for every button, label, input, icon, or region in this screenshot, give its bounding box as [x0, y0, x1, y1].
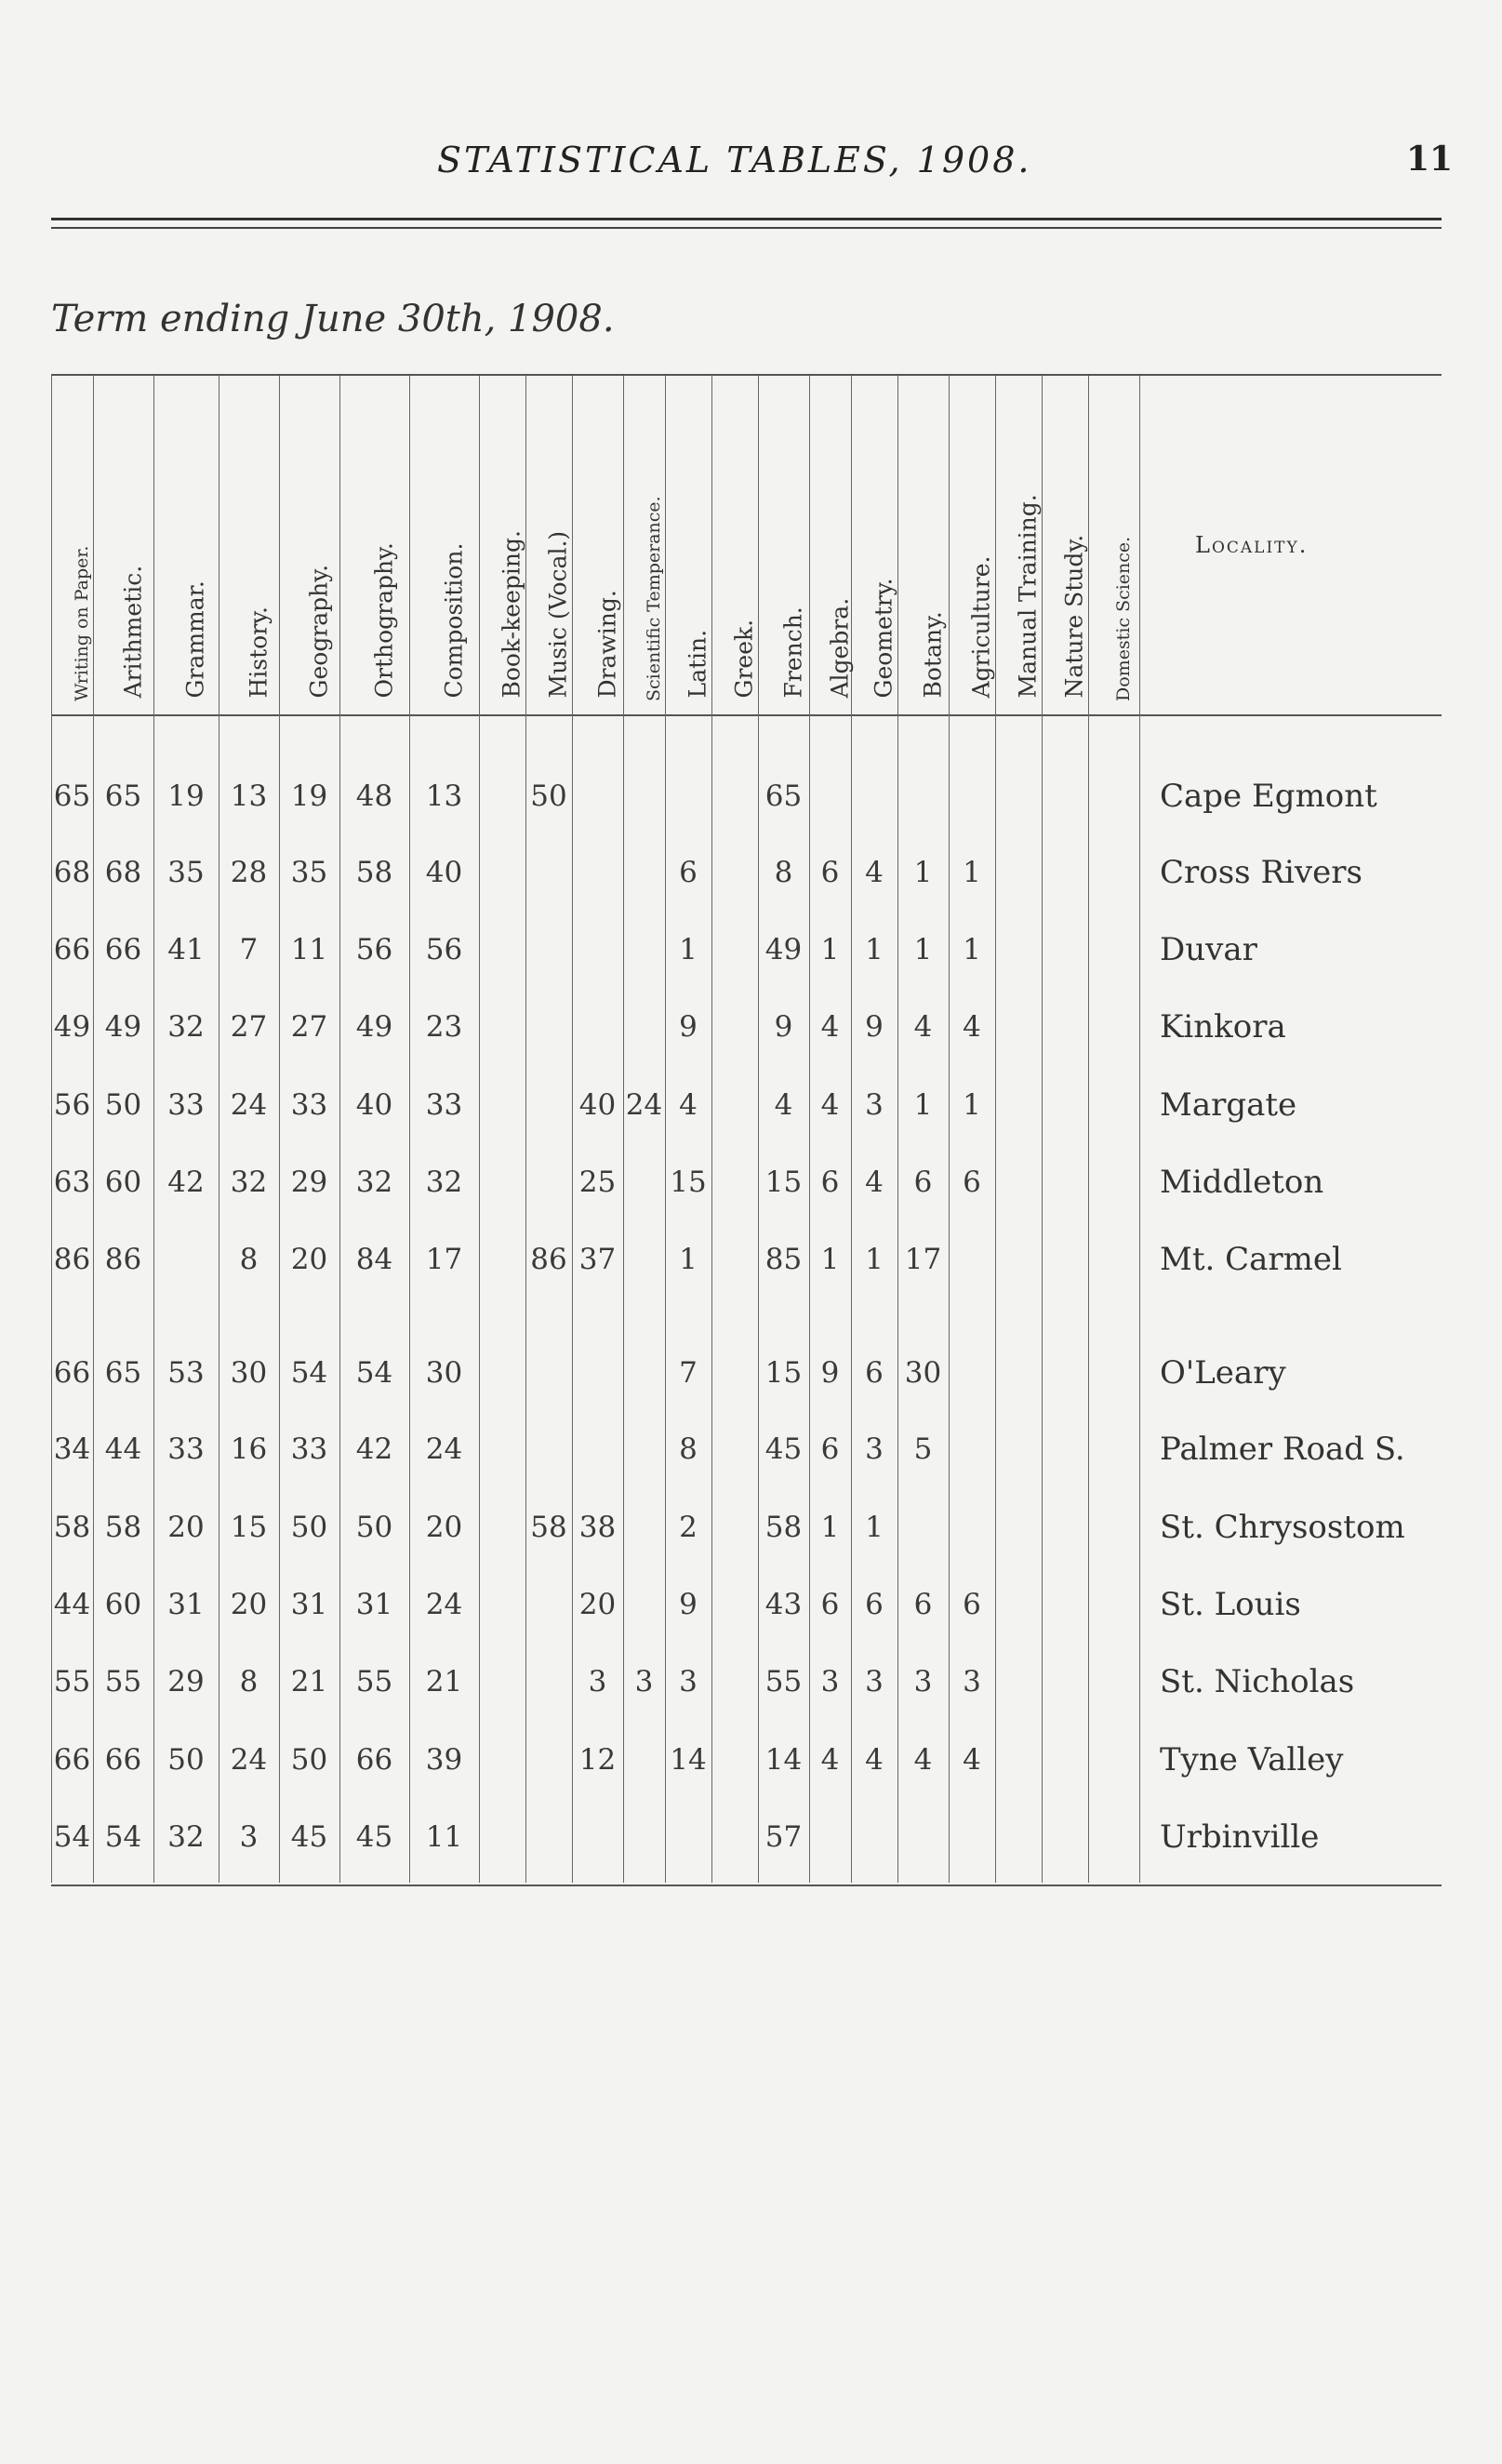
table-cell: 6	[820, 856, 840, 889]
table-cell: 17	[425, 1243, 463, 1276]
table-cell: 58	[530, 1511, 567, 1544]
column-header	[897, 391, 949, 712]
table-cell: 29	[290, 1165, 328, 1199]
locality-name: Cape Egmont	[1160, 778, 1377, 815]
table-cell: 31	[167, 1588, 205, 1621]
table-cell: 6	[963, 1588, 981, 1621]
table-cell: 15	[670, 1165, 707, 1199]
column-header-label: Scientific Temperance.	[643, 496, 664, 701]
table-cell: 49	[355, 1010, 393, 1044]
column-header	[949, 391, 995, 712]
column-header	[153, 391, 219, 712]
column-header-label: Algebra.	[826, 597, 853, 699]
table-cell: 15	[764, 1165, 803, 1199]
column-header	[1042, 391, 1088, 712]
table-cell: 14	[764, 1743, 803, 1777]
table-cell: 66	[355, 1743, 393, 1777]
table-cell: 13	[425, 779, 463, 813]
table-cell: 85	[764, 1243, 803, 1276]
table-cell: 8	[774, 856, 793, 889]
table-cell: 40	[355, 1088, 393, 1122]
table-cell: 1	[963, 933, 981, 966]
table-cell: 45	[764, 1432, 803, 1466]
table-cell: 25	[578, 1165, 617, 1199]
column-header	[1088, 391, 1139, 712]
column-header-label: Drawing.	[593, 590, 620, 699]
table-cell: 9	[820, 1356, 840, 1390]
column-header	[339, 391, 409, 712]
table-cell: 3	[239, 1820, 259, 1854]
page-number: 11	[1406, 140, 1454, 179]
table-cell: 45	[355, 1820, 393, 1854]
table-cell: 66	[104, 933, 142, 966]
table-cell: 1	[865, 1243, 884, 1276]
column-header	[525, 391, 572, 712]
table-cell: 65	[104, 779, 142, 813]
table-cell: 8	[679, 1432, 698, 1466]
table-cell: 27	[290, 1010, 328, 1044]
column-header-label: Botany.	[919, 611, 946, 699]
column-header	[51, 391, 93, 712]
table-cell: 54	[355, 1356, 393, 1390]
table-cell: 6	[820, 1432, 840, 1466]
table-cell: 33	[290, 1432, 328, 1466]
table-cell: 39	[425, 1743, 463, 1777]
table-cell: 66	[53, 1743, 91, 1777]
locality-name: Cross Rivers	[1160, 854, 1362, 891]
table-cell: 15	[764, 1356, 803, 1390]
table-cell: 4	[820, 1088, 840, 1122]
table-cell: 3	[865, 1665, 884, 1698]
table-cell: 1	[963, 1088, 981, 1122]
table-cell: 16	[230, 1432, 268, 1466]
column-header-label: Book-keeping.	[498, 530, 525, 699]
table-cell: 3	[679, 1665, 698, 1698]
table-cell: 84	[355, 1243, 393, 1276]
table-cell: 20	[167, 1511, 205, 1544]
table-cell: 86	[530, 1243, 567, 1276]
table-cell: 1	[820, 933, 840, 966]
locality-name: Palmer Road S.	[1160, 1431, 1405, 1468]
table-cell: 5	[913, 1432, 933, 1466]
table-cell: 4	[865, 1743, 884, 1777]
column-header	[409, 391, 479, 712]
column-header-label: History.	[245, 606, 272, 699]
column-divider	[1139, 376, 1140, 1883]
table-cell: 20	[290, 1243, 328, 1276]
table-cell: 6	[913, 1165, 933, 1199]
table-cell: 1	[679, 1243, 698, 1276]
table-cell: 1	[913, 856, 933, 889]
table-top-rule	[51, 374, 1442, 376]
table-cell: 4	[913, 1010, 933, 1044]
table-cell: 4	[820, 1743, 840, 1777]
column-header-label: Latin.	[684, 629, 711, 699]
table-cell: 11	[425, 1820, 463, 1854]
table-cell: 4	[865, 1165, 884, 1199]
table-cell: 40	[425, 856, 463, 889]
locality-column-header: Locality.	[1195, 532, 1309, 558]
column-header	[851, 391, 897, 712]
table-cell: 20	[578, 1588, 617, 1621]
column-header-label: Grammar.	[181, 580, 209, 699]
column-header-label: Writing on Paper.	[71, 545, 92, 701]
table-cell: 58	[764, 1511, 803, 1544]
column-header-label: Agriculture.	[967, 555, 995, 699]
table-cell: 11	[290, 933, 328, 966]
locality-name: Middleton	[1160, 1164, 1324, 1201]
column-header-label: Arithmetic.	[119, 565, 146, 699]
table-cell: 55	[104, 1665, 142, 1698]
table-cell: 19	[167, 779, 205, 813]
column-header-label: Greek.	[730, 619, 758, 699]
table-cell: 56	[355, 933, 393, 966]
table-cell: 7	[239, 933, 259, 966]
table-cell: 4	[913, 1743, 933, 1777]
table-cell: 4	[774, 1088, 793, 1122]
table-cell: 66	[53, 1356, 91, 1390]
table-cell: 56	[53, 1088, 91, 1122]
table-cell: 8	[239, 1243, 259, 1276]
locality-name: St. Chrysostom	[1160, 1509, 1405, 1546]
table-cell: 6	[679, 856, 698, 889]
page-title: STATISTICAL TABLES, 1908.	[437, 140, 1032, 180]
locality-name: Margate	[1160, 1086, 1297, 1124]
locality-name: Duvar	[1160, 931, 1257, 968]
table-cell: 3	[865, 1432, 884, 1466]
table-cell: 6	[820, 1588, 840, 1621]
table-cell: 53	[167, 1356, 205, 1390]
locality-name: Tyne Valley	[1160, 1741, 1344, 1778]
table-cell: 33	[290, 1088, 328, 1122]
table-cell: 66	[104, 1743, 142, 1777]
table-cell: 29	[167, 1665, 205, 1698]
table-cell: 24	[425, 1432, 463, 1466]
table-cell: 58	[104, 1511, 142, 1544]
column-header-label: Orthography.	[370, 542, 397, 699]
table-cell: 54	[53, 1820, 91, 1854]
table-cell: 33	[167, 1432, 205, 1466]
table-cell: 60	[104, 1588, 142, 1621]
table-cell: 31	[355, 1588, 393, 1621]
locality-name: Kinkora	[1160, 1008, 1286, 1046]
table-cell: 31	[290, 1588, 328, 1621]
table-cell: 38	[578, 1511, 617, 1544]
column-header	[758, 391, 809, 712]
table-cell: 54	[104, 1820, 142, 1854]
table-cell: 3	[588, 1665, 607, 1698]
table-cell: 20	[425, 1511, 463, 1544]
column-header	[809, 391, 851, 712]
table-cell: 4	[679, 1088, 698, 1122]
table-cell: 24	[625, 1088, 663, 1122]
table-cell: 32	[355, 1165, 393, 1199]
table-cell: 32	[167, 1820, 205, 1854]
column-header	[572, 391, 623, 712]
table-cell: 8	[239, 1665, 259, 1698]
table-cell: 3	[963, 1665, 981, 1698]
table-cell: 49	[104, 1010, 142, 1044]
locality-name: O'Leary	[1160, 1354, 1286, 1392]
table-cell: 3	[820, 1665, 840, 1698]
table-cell: 50	[290, 1511, 328, 1544]
table-cell: 58	[53, 1511, 91, 1544]
table-cell: 13	[230, 779, 268, 813]
table-cell: 20	[230, 1588, 268, 1621]
table-cell: 17	[904, 1243, 942, 1276]
table-cell: 68	[104, 856, 142, 889]
table-cell: 32	[167, 1010, 205, 1044]
table-cell: 56	[425, 933, 463, 966]
table-cell: 32	[230, 1165, 268, 1199]
table-cell: 19	[290, 779, 328, 813]
table-cell: 14	[670, 1743, 707, 1777]
table-cell: 4	[820, 1010, 840, 1044]
table-cell: 9	[774, 1010, 793, 1044]
table-cell: 35	[167, 856, 205, 889]
table-cell: 6	[913, 1588, 933, 1621]
table-cell: 57	[764, 1820, 803, 1854]
table-header-rule	[51, 714, 1442, 716]
table-cell: 32	[425, 1165, 463, 1199]
table-cell: 3	[634, 1665, 654, 1698]
column-header-label: Domestic Science.	[1112, 536, 1134, 701]
table-cell: 23	[425, 1010, 463, 1044]
table-cell: 9	[679, 1588, 698, 1621]
table-cell: 55	[53, 1665, 91, 1698]
table-cell: 4	[963, 1010, 981, 1044]
table-cell: 1	[865, 933, 884, 966]
table-cell: 30	[425, 1356, 463, 1390]
table-cell: 86	[53, 1243, 91, 1276]
title-rule	[51, 218, 1442, 229]
table-cell: 65	[104, 1356, 142, 1390]
table-cell: 49	[764, 933, 803, 966]
table-cell: 58	[355, 856, 393, 889]
locality-name: Mt. Carmel	[1160, 1241, 1342, 1278]
table-cell: 4	[963, 1743, 981, 1777]
table-cell: 30	[904, 1356, 942, 1390]
table-cell: 33	[425, 1088, 463, 1122]
table-cell: 1	[865, 1511, 884, 1544]
table-cell: 1	[913, 933, 933, 966]
table-cell: 9	[679, 1010, 698, 1044]
table-cell: 6	[865, 1356, 884, 1390]
table-cell: 66	[53, 933, 91, 966]
table-cell: 6	[820, 1165, 840, 1199]
table-cell: 65	[53, 779, 91, 813]
table-cell: 49	[53, 1010, 91, 1044]
table-cell: 21	[290, 1665, 328, 1698]
table-cell: 1	[820, 1243, 840, 1276]
table-cell: 24	[425, 1588, 463, 1621]
locality-name: Urbinville	[1160, 1818, 1320, 1856]
table-cell: 65	[764, 779, 803, 813]
table-cell: 3	[865, 1088, 884, 1122]
table-cell: 2	[679, 1511, 698, 1544]
table-cell: 34	[53, 1432, 91, 1466]
table-cell: 48	[355, 779, 393, 813]
column-header-label: Composition.	[440, 542, 467, 699]
table-cell: 50	[104, 1088, 142, 1122]
table-cell: 7	[679, 1356, 698, 1390]
table-cell: 1	[820, 1511, 840, 1544]
table-cell: 33	[167, 1088, 205, 1122]
table-cell: 24	[230, 1743, 268, 1777]
table-cell: 55	[764, 1665, 803, 1698]
column-header	[623, 391, 665, 712]
column-header	[995, 391, 1042, 712]
table-cell: 68	[53, 856, 91, 889]
table-bottom-rule	[51, 1885, 1442, 1886]
column-header-label: Manual Training.	[1014, 494, 1042, 699]
table-cell: 43	[764, 1588, 803, 1621]
table-cell: 63	[53, 1165, 91, 1199]
column-header-label: Nature Study.	[1060, 534, 1088, 699]
column-header	[219, 391, 279, 712]
table-cell: 28	[230, 856, 268, 889]
column-header	[711, 391, 758, 712]
table-cell: 1	[913, 1088, 933, 1122]
column-header-label: Music (Vocal.)	[544, 530, 572, 699]
table-cell: 30	[230, 1356, 268, 1390]
table-cell: 12	[578, 1743, 617, 1777]
table-cell: 15	[230, 1511, 268, 1544]
table-cell: 42	[355, 1432, 393, 1466]
column-header	[479, 391, 525, 712]
locality-name: St. Nicholas	[1160, 1663, 1355, 1700]
column-header	[665, 391, 711, 712]
table-cell: 4	[865, 856, 884, 889]
table-cell: 21	[425, 1665, 463, 1698]
table-cell: 24	[230, 1088, 268, 1122]
table-cell: 9	[865, 1010, 884, 1044]
table-cell: 1	[963, 856, 981, 889]
table-cell: 54	[290, 1356, 328, 1390]
table-cell: 1	[679, 933, 698, 966]
column-header-label: Geography.	[305, 564, 332, 699]
table-cell: 41	[167, 933, 205, 966]
table-cell: 44	[53, 1588, 91, 1621]
table-cell: 42	[167, 1165, 205, 1199]
column-header-label: Geometry.	[870, 578, 897, 699]
term-caption: Term ending June 30th, 1908.	[51, 298, 615, 340]
table-cell: 45	[290, 1820, 328, 1854]
table-cell: 50	[355, 1511, 393, 1544]
column-header-label: French.	[779, 606, 806, 699]
table-cell: 50	[530, 779, 567, 813]
table-cell: 50	[290, 1743, 328, 1777]
table-cell: 55	[355, 1665, 393, 1698]
table-cell: 35	[290, 856, 328, 889]
table-cell: 37	[578, 1243, 617, 1276]
table-cell: 3	[913, 1665, 933, 1698]
locality-name: St. Louis	[1160, 1586, 1301, 1623]
table-cell: 86	[104, 1243, 142, 1276]
running-head	[0, 140, 1502, 195]
table-cell: 6	[865, 1588, 884, 1621]
table-cell: 27	[230, 1010, 268, 1044]
table-cell: 40	[578, 1088, 617, 1122]
column-header	[93, 391, 153, 712]
table-cell: 6	[963, 1165, 981, 1199]
table-cell: 44	[104, 1432, 142, 1466]
table-cell: 60	[104, 1165, 142, 1199]
column-header	[279, 391, 339, 712]
table-cell: 50	[167, 1743, 205, 1777]
